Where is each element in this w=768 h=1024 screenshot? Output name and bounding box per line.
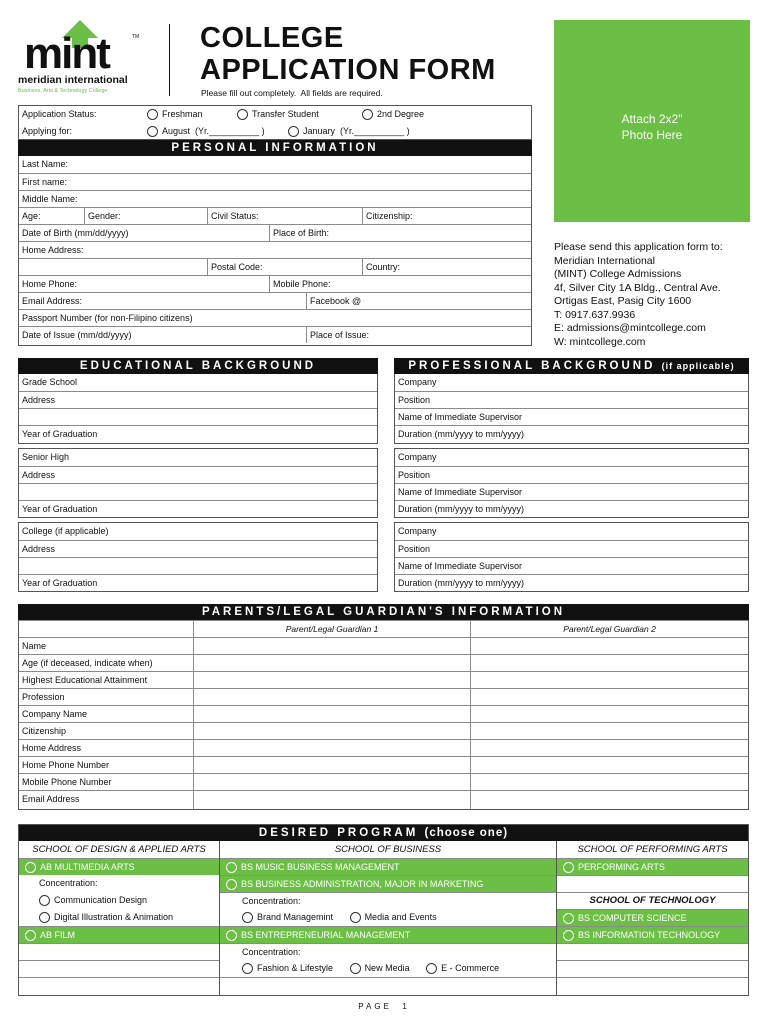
- entrep-concentration-options: [220, 960, 556, 977]
- facebook-field[interactable]: [306, 293, 361, 309]
- edu-address-field-2[interactable]: [19, 483, 377, 500]
- edu-address-field-2[interactable]: [19, 557, 377, 574]
- radio-icon: [25, 862, 36, 873]
- option-label: Communication Design: [54, 895, 148, 905]
- application-status-row: [19, 106, 531, 123]
- photo-line-2: Photo Here: [621, 128, 683, 142]
- send-to-line: 4f, Silver City 1A Bldg., Central Ave.: [554, 281, 721, 294]
- country-field[interactable]: [362, 259, 400, 275]
- radio-icon: [226, 879, 237, 890]
- title-line-1: COLLEGE: [200, 22, 344, 54]
- radio-icon: [237, 109, 248, 120]
- option-ab-film[interactable]: [19, 926, 219, 943]
- send-to-line: Ortigas East, Pasig City 1600: [554, 295, 692, 307]
- radio-icon: [147, 126, 158, 137]
- date-issue-label: Date of Issue (mm/dd/yyyy): [22, 330, 132, 340]
- row-label: Highest Educational Attainment: [22, 675, 148, 685]
- entrep-concentration-label: Concentration:: [220, 943, 556, 960]
- status-option-transfer[interactable]: [237, 106, 319, 122]
- radio-icon: [288, 126, 299, 137]
- option-bs-music-business[interactable]: [220, 858, 556, 875]
- age-label: Age:: [22, 211, 41, 221]
- field-label: Grade School: [22, 377, 78, 387]
- applying-for-row: [19, 123, 531, 140]
- home-phone-label: Home Phone:: [22, 279, 78, 289]
- send-to-line: W: mintcollege.com: [554, 335, 646, 348]
- row-label: Age (if deceased, indicate when): [22, 658, 153, 668]
- field-label: Duration (mm/yyyy to mm/yyyy): [398, 578, 525, 588]
- design-concentration-label: Concentration:: [39, 878, 98, 888]
- logo: [18, 18, 143, 98]
- design-school-heading: SCHOOL OF DESIGN & APPLIED ARTS: [32, 844, 206, 855]
- field-label: Name of Immediate Supervisor: [398, 487, 523, 497]
- option-performing-arts[interactable]: [557, 858, 748, 875]
- email-label: Email Address:: [22, 296, 83, 306]
- option-label: PERFORMING ARTS: [578, 862, 665, 872]
- radio-icon: [242, 963, 253, 974]
- home-address-field[interactable]: [19, 241, 531, 258]
- radio-icon: [426, 963, 437, 974]
- duration-field[interactable]: [395, 574, 748, 591]
- send-to-line: Meridian International: [554, 254, 655, 267]
- radio-icon: [563, 930, 574, 941]
- parents-row[interactable]: [19, 654, 748, 671]
- personal-info-heading: PERSONAL INFORMATION: [18, 140, 532, 156]
- radio-icon: [563, 862, 574, 873]
- option-label: Media and Events: [364, 912, 437, 922]
- field-label: Name of Immediate Supervisor: [398, 561, 523, 571]
- field-label: Company: [398, 526, 437, 536]
- tech-empty-row: [557, 977, 748, 995]
- field-label: Citizenship:: [366, 211, 413, 221]
- parents-table: [18, 620, 749, 810]
- page-number: PAGE 1: [358, 1002, 410, 1011]
- citizenship-field[interactable]: [362, 208, 413, 224]
- parents-row[interactable]: [19, 756, 748, 773]
- field-label: Position: [398, 544, 431, 554]
- field-label: Duration (mm/yyyy to mm/yyyy): [398, 429, 525, 439]
- photo-line-1: Attach 2x2": [621, 112, 683, 126]
- field-label: Last Name:: [22, 159, 69, 169]
- tech-empty-row: [557, 943, 748, 960]
- parents-heading: PARENTS/LEGAL GUARDIAN'S INFORMATION: [18, 604, 749, 620]
- design-empty-row: [19, 960, 219, 977]
- application-status-box: [18, 105, 532, 140]
- dob-label: Date of Birth (mm/dd/yyyy): [22, 228, 129, 238]
- status-option-label: 2nd Degree: [377, 109, 425, 119]
- address-postal-row: [19, 258, 531, 275]
- field-label: Civil Status:: [211, 211, 259, 221]
- company-field[interactable]: [395, 374, 748, 391]
- status-option-label: Freshman: [162, 109, 203, 119]
- option-comm-design[interactable]: [33, 892, 219, 909]
- supervisor-field[interactable]: [395, 557, 748, 574]
- option-label: Brand Managemint: [257, 912, 334, 922]
- applying-option-august[interactable]: [147, 123, 265, 139]
- title-line-2: APPLICATION FORM: [200, 54, 496, 86]
- personal-info-box: [18, 156, 532, 346]
- send-to-block: [554, 241, 723, 349]
- performing-empty-row: [557, 875, 748, 892]
- logo-tagline: Business, Arts & Technology College: [18, 88, 108, 94]
- parents-row[interactable]: [19, 773, 748, 790]
- phone-row: [19, 275, 531, 292]
- edu-level-field[interactable]: [19, 523, 377, 540]
- radio-icon: [147, 109, 158, 120]
- edu-level-field[interactable]: [19, 374, 377, 391]
- option-label: AB FILM: [40, 930, 76, 940]
- gender-field[interactable]: [84, 208, 121, 224]
- business-concentration-label: Concentration:: [220, 892, 556, 909]
- send-to-line: T: 0917.637.9936: [554, 308, 636, 321]
- professional-block-3: [394, 522, 749, 592]
- status-option-2nd-degree[interactable]: [362, 106, 424, 122]
- status-option-freshman[interactable]: [147, 106, 203, 122]
- professional-heading-sub: (if applicable): [661, 361, 735, 371]
- header-divider: [169, 24, 170, 96]
- supervisor-field[interactable]: [395, 408, 748, 425]
- mobile-phone-field[interactable]: [269, 276, 331, 292]
- row-label: Home Phone Number: [22, 760, 110, 770]
- option-label: AB MULTIMEDIA ARTS: [40, 862, 135, 872]
- professional-block-1: [394, 374, 749, 444]
- send-to-line: Please send this application form to:: [554, 241, 723, 253]
- parents-header-row: [19, 620, 748, 637]
- option-label: Fashion & Lifestyle: [257, 963, 334, 973]
- professional-heading-text: PROFESSIONAL BACKGROUND: [408, 360, 656, 372]
- edu-address-field-2[interactable]: [19, 408, 377, 425]
- page-title: [200, 22, 496, 86]
- education-block-senior-high: [18, 448, 378, 518]
- field-label: Country:: [366, 262, 401, 272]
- business-concentration-options: [220, 909, 556, 926]
- option-label: E - Commerce: [441, 963, 500, 973]
- radio-icon: [362, 109, 373, 120]
- parents-row[interactable]: [19, 739, 748, 756]
- row-label: Company Name: [22, 709, 88, 719]
- option-label: BS COMPUTER SCIENCE: [578, 913, 687, 923]
- first-name-field[interactable]: [19, 173, 531, 190]
- send-to-line: (MINT) College Admissions: [554, 268, 682, 280]
- option-label: New Media: [364, 963, 410, 973]
- postal-code-field[interactable]: [207, 259, 263, 275]
- position-field[interactable]: [395, 466, 748, 483]
- field-label: Address: [22, 470, 56, 480]
- program-heading-sub: (choose one): [424, 827, 509, 839]
- program-heading-text: DESIRED PROGRAM: [258, 827, 419, 839]
- company-field[interactable]: [395, 523, 748, 540]
- education-block-grade-school: [18, 374, 378, 444]
- field-label: Company: [398, 377, 437, 387]
- design-empty-row: [19, 977, 219, 995]
- program-heading: [19, 825, 748, 841]
- tech-empty-row: [557, 960, 748, 977]
- guardian-1-heading: Parent/Legal Guardian 1: [285, 624, 379, 634]
- field-label: Mobile Phone:: [273, 279, 331, 289]
- business-empty-row: [220, 977, 556, 995]
- parents-row[interactable]: [19, 790, 748, 807]
- radio-icon: [226, 930, 237, 941]
- issue-row: [19, 326, 531, 343]
- middle-name-field[interactable]: [19, 190, 531, 207]
- applying-option-label: August (Yr.__________ ): [162, 126, 265, 136]
- field-label: Year of Graduation: [22, 578, 98, 588]
- edu-year-field[interactable]: [19, 425, 377, 442]
- row-label: Profession: [22, 692, 65, 702]
- radio-icon: [25, 930, 36, 941]
- radio-icon: [563, 913, 574, 924]
- row-label: Mobile Phone Number: [22, 777, 112, 787]
- dob-row: [19, 224, 531, 241]
- option-label: Digital Illustration & Animation: [54, 912, 174, 922]
- professional-block-2: [394, 448, 749, 518]
- radio-icon: [226, 862, 237, 873]
- option-new-media[interactable]: [350, 963, 410, 973]
- option-label: BS BUSINESS ADMINISTRATION, MAJOR IN MARKETING: [241, 879, 484, 889]
- field-label: Senior High: [22, 452, 70, 462]
- age-gender-row: [19, 207, 531, 224]
- send-to-line: E: admissions@mintcollege.com: [554, 322, 706, 334]
- edu-address-field[interactable]: [19, 391, 377, 408]
- field-label: Postal Code:: [211, 262, 263, 272]
- radio-icon: [39, 895, 50, 906]
- radio-icon: [39, 912, 50, 923]
- field-label: Address: [22, 395, 56, 405]
- logo-name: meridian international: [18, 74, 128, 86]
- edu-level-field[interactable]: [19, 449, 377, 466]
- radio-icon: [242, 912, 253, 923]
- field-label: Name of Immediate Supervisor: [398, 412, 523, 422]
- option-ab-multimedia[interactable]: [19, 858, 219, 875]
- field-label: Company: [398, 452, 437, 462]
- option-digital-illustration[interactable]: [33, 909, 219, 926]
- civil-status-field[interactable]: [207, 208, 259, 224]
- parents-row[interactable]: [19, 688, 748, 705]
- education-block-college: [18, 522, 378, 592]
- field-label: Home Address:: [22, 245, 84, 255]
- option-bs-information-technology[interactable]: [557, 926, 748, 943]
- performing-school-heading: SCHOOL OF PERFORMING ARTS: [577, 844, 728, 855]
- position-field[interactable]: [395, 540, 748, 557]
- option-ecommerce[interactable]: [426, 963, 499, 973]
- duration-field[interactable]: [395, 425, 748, 442]
- row-label: Name: [22, 641, 47, 651]
- applying-option-label: January (Yr.__________ ): [303, 126, 410, 136]
- passport-field[interactable]: [19, 309, 531, 326]
- supervisor-field[interactable]: [395, 483, 748, 500]
- parents-row[interactable]: [19, 637, 748, 654]
- field-label: Year of Graduation: [22, 429, 98, 439]
- applying-option-january[interactable]: [288, 123, 410, 139]
- option-bs-business-admin[interactable]: [220, 875, 556, 892]
- field-label: Place of Issue:: [310, 330, 370, 340]
- company-field[interactable]: [395, 449, 748, 466]
- field-label: Gender:: [88, 211, 121, 221]
- field-label: Year of Graduation: [22, 504, 98, 514]
- logo-word: mint: [24, 29, 109, 78]
- design-empty-row: [19, 943, 219, 960]
- logo-tm: TM: [132, 34, 140, 40]
- field-label: Position: [398, 395, 431, 405]
- row-label: Email Address: [22, 794, 80, 804]
- parents-row[interactable]: [19, 705, 748, 722]
- radio-icon: [350, 963, 361, 974]
- option-brand-management[interactable]: [242, 912, 333, 922]
- field-label: Duration (mm/yyyy to mm/yyyy): [398, 504, 525, 514]
- edu-year-field[interactable]: [19, 574, 377, 591]
- row-label: Citizenship: [22, 726, 67, 736]
- parents-row[interactable]: [19, 722, 748, 739]
- field-label: Address: [22, 544, 56, 554]
- applying-label: Applying for:: [22, 126, 73, 136]
- edu-address-field[interactable]: [19, 540, 377, 557]
- duration-field[interactable]: [395, 500, 748, 517]
- field-label: Position: [398, 470, 431, 480]
- guardian-2-heading: Parent/Legal Guardian 2: [563, 624, 656, 634]
- row-label: Home Address: [22, 743, 82, 753]
- field-label: Place of Birth:: [273, 228, 330, 238]
- option-fashion-lifestyle[interactable]: [242, 963, 333, 973]
- email-row: [19, 292, 531, 309]
- business-school-heading: SCHOOL OF BUSINESS: [334, 844, 442, 855]
- field-label: College (if applicable): [22, 526, 109, 536]
- education-heading: EDUCATIONAL BACKGROUND: [18, 358, 378, 374]
- field-label: Middle Name:: [22, 194, 78, 204]
- last-name-field[interactable]: [19, 156, 531, 173]
- parents-row[interactable]: [19, 671, 748, 688]
- status-label: Application Status:: [22, 109, 97, 119]
- option-media-events[interactable]: [350, 912, 437, 922]
- edu-address-field[interactable]: [19, 466, 377, 483]
- subtitle: Please fill out completely. All fields are required.: [201, 88, 383, 98]
- technology-school-heading: SCHOOL OF TECHNOLOGY: [557, 892, 748, 909]
- photo-box[interactable]: [554, 20, 750, 222]
- radio-icon: [350, 912, 361, 923]
- professional-heading: [394, 358, 749, 374]
- edu-year-field[interactable]: [19, 500, 377, 517]
- field-label: Passport Number (for non-Filipino citizens): [22, 313, 193, 323]
- field-label: Facebook @: [310, 296, 362, 306]
- field-label: First name:: [22, 177, 68, 187]
- status-option-label: Transfer Student: [252, 109, 319, 119]
- program-table: [18, 824, 749, 996]
- option-label: BS ENTREPRENEURIAL MANAGEMENT: [241, 930, 411, 940]
- position-field[interactable]: [395, 391, 748, 408]
- option-label: BS MUSIC BUSINESS MANAGEMENT: [241, 862, 400, 872]
- place-of-issue-field[interactable]: [306, 327, 369, 343]
- option-bs-entrepreneurial[interactable]: [220, 926, 556, 943]
- place-of-birth-field[interactable]: [269, 225, 329, 241]
- option-label: BS INFORMATION TECHNOLOGY: [578, 930, 721, 940]
- option-bs-computer-science[interactable]: [557, 909, 748, 926]
